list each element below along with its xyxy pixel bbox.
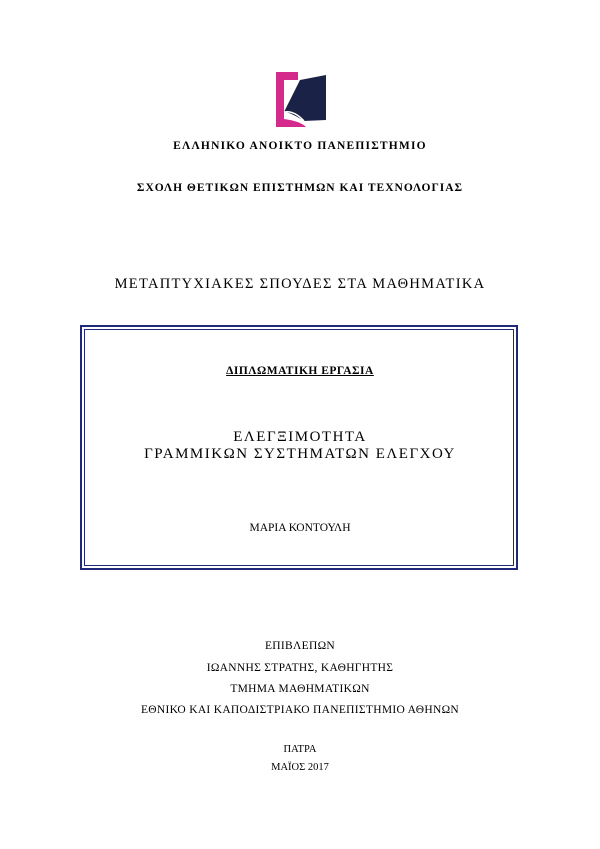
thesis-title-line2: ΓΡΑΜΜΙΚΩΝ ΣΥΣΤΗΜΑΤΩΝ ΕΛΕΓΧΟΥ (144, 446, 456, 462)
city: ΠΑΤΡΑ (283, 744, 317, 755)
thesis-type: ΔΙΠΛΩΜΑΤΙΚΗ ΕΡΓΑΣΙΑ (226, 365, 374, 377)
university-name: ΕΛΛΗΝΙΚΟ ΑΝΟΙΚΤΟ ΠΑΝΕΠΙΣΤΗΜΙΟ (173, 140, 427, 152)
supervisor-institution: ΕΘΝΙΚΟ ΚΑΙ ΚΑΠΟΔΙΣΤΡΙΑΚΟ ΠΑΝΕΠΙΣΤΗΜΙΟ ΑΘΗΝΩΝ (140, 704, 460, 716)
university-logo (276, 72, 328, 128)
thesis-author: ΜΑΡΙΑ ΚΟΝΤΟΥΛΗ (249, 522, 351, 534)
school-name: ΣΧΟΛΗ ΘΕΤΙΚΩΝ ΕΠΙΣΤΗΜΩΝ ΚΑΙ ΤΕΧΝΟΛΟΓΙΑΣ (136, 182, 464, 194)
thesis-title-line1: ΕΛΕΓΞΙΜΟΤΗΤΑ (233, 429, 367, 445)
date: ΜΑΪΟΣ 2017 (271, 762, 329, 773)
supervisor-department: ΤΜΗΜΑ ΜΑΘΗΜΑΤΙΚΩΝ (230, 683, 370, 695)
program-name: ΜΕΤΑΠΤΥΧΙΑΚΕΣ ΣΠΟΥΔΕΣ ΣΤΑ ΜΑΘΗΜΑΤΙΚΑ (114, 276, 486, 292)
supervisor-label: ΕΠΙΒΛΕΠΩΝ (264, 640, 336, 652)
supervisor-name: ΙΩΑΝΝΗΣ ΣΤΡΑΤΗΣ, ΚΑΘΗΓΗΤΗΣ (206, 662, 394, 674)
